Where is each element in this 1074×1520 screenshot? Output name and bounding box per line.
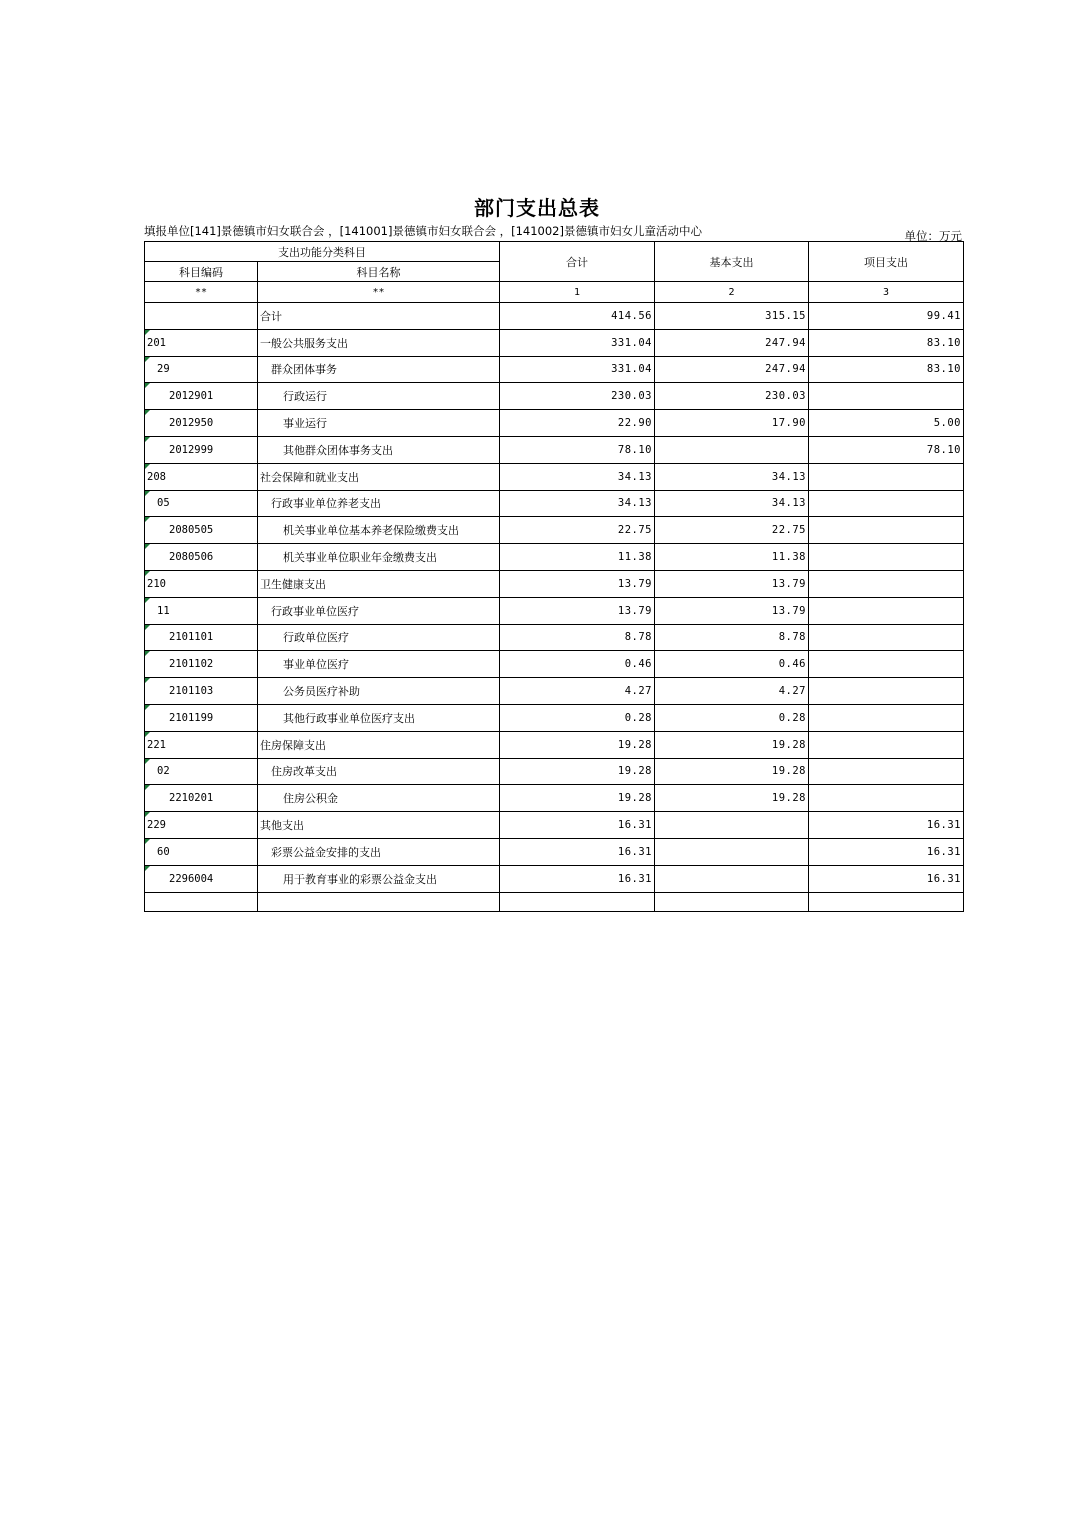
row-total-cell: 8.78 — [500, 624, 655, 651]
index-cell: 2 — [655, 282, 809, 303]
row-basic-cell — [655, 865, 809, 892]
empty-cell — [655, 892, 809, 911]
table-row — [145, 812, 964, 839]
row-project-cell: 16.31 — [809, 865, 964, 892]
row-name-cell: 住房保障支出 — [258, 731, 500, 758]
header-code: 科目编码 — [145, 262, 258, 282]
row-code-cell: 2210201 — [145, 785, 258, 812]
row-basic-cell: 0.28 — [655, 704, 809, 731]
table-row — [145, 356, 964, 383]
empty-cell — [258, 892, 500, 911]
row-project-cell: 83.10 — [809, 329, 964, 356]
row-name-cell: 机关事业单位基本养老保险缴费支出 — [258, 517, 500, 544]
row-total-cell: 16.31 — [500, 865, 655, 892]
row-basic-cell: 247.94 — [655, 356, 809, 383]
row-project-cell: 16.31 — [809, 838, 964, 865]
row-total-cell: 0.46 — [500, 651, 655, 678]
row-code-cell: 229 — [145, 812, 258, 839]
row-project-cell — [809, 490, 964, 517]
row-basic-cell: 315.15 — [655, 303, 809, 330]
row-project-cell — [809, 463, 964, 490]
header-name: 科目名称 — [258, 262, 500, 282]
row-name-cell: 其他支出 — [258, 812, 500, 839]
table-row — [145, 329, 964, 356]
index-cell: 1 — [500, 282, 655, 303]
row-code-cell: 11 — [145, 597, 258, 624]
empty-cell — [809, 892, 964, 911]
row-name-cell: 事业单位医疗 — [258, 651, 500, 678]
row-project-cell — [809, 758, 964, 785]
row-total-cell: 331.04 — [500, 329, 655, 356]
table-row — [145, 785, 964, 812]
row-name-cell: 行政运行 — [258, 383, 500, 410]
table-row — [145, 463, 964, 490]
row-basic-cell: 4.27 — [655, 678, 809, 705]
row-code-cell: 2080506 — [145, 544, 258, 571]
row-basic-cell — [655, 838, 809, 865]
table-row — [145, 544, 964, 571]
row-basic-cell: 8.78 — [655, 624, 809, 651]
row-name-cell: 彩票公益金安排的支出 — [258, 838, 500, 865]
row-name-cell: 一般公共服务支出 — [258, 329, 500, 356]
row-basic-cell: 230.03 — [655, 383, 809, 410]
row-total-cell: 11.38 — [500, 544, 655, 571]
row-basic-cell: 34.13 — [655, 490, 809, 517]
row-code-cell: 210 — [145, 570, 258, 597]
row-project-cell: 99.41 — [809, 303, 964, 330]
row-total-cell: 414.56 — [500, 303, 655, 330]
row-total-cell: 34.13 — [500, 490, 655, 517]
row-total-cell: 19.28 — [500, 731, 655, 758]
header-function-category: 支出功能分类科目 — [145, 242, 500, 262]
row-basic-cell — [655, 436, 809, 463]
row-code-cell: 2012901 — [145, 383, 258, 410]
row-name-cell: 公务员医疗补助 — [258, 678, 500, 705]
row-basic-cell: 0.46 — [655, 651, 809, 678]
row-code-cell: 2012999 — [145, 436, 258, 463]
row-project-cell — [809, 544, 964, 571]
table-row — [145, 678, 964, 705]
row-name-cell: 其他行政事业单位医疗支出 — [258, 704, 500, 731]
empty-cell — [500, 892, 655, 911]
table-row — [145, 303, 964, 330]
row-name-cell: 机关事业单位职业年金缴费支出 — [258, 544, 500, 571]
row-project-cell — [809, 704, 964, 731]
row-code-cell: 2101102 — [145, 651, 258, 678]
expenditure-table — [144, 241, 964, 912]
table-row — [145, 731, 964, 758]
row-project-cell — [809, 785, 964, 812]
table-row — [145, 383, 964, 410]
table-row — [145, 410, 964, 437]
row-basic-cell: 13.79 — [655, 597, 809, 624]
row-project-cell: 83.10 — [809, 356, 964, 383]
row-project-cell — [809, 651, 964, 678]
row-name-cell: 住房公积金 — [258, 785, 500, 812]
row-total-cell: 230.03 — [500, 383, 655, 410]
row-code-cell: 29 — [145, 356, 258, 383]
table-row — [145, 758, 964, 785]
row-total-cell: 22.90 — [500, 410, 655, 437]
row-code-cell: 208 — [145, 463, 258, 490]
row-code-cell: 201 — [145, 329, 258, 356]
row-name-cell: 住房改革支出 — [258, 758, 500, 785]
row-basic-cell: 34.13 — [655, 463, 809, 490]
row-code-cell: 02 — [145, 758, 258, 785]
row-total-cell: 16.31 — [500, 838, 655, 865]
header-basic: 基本支出 — [655, 242, 809, 282]
row-name-cell: 行政事业单位医疗 — [258, 597, 500, 624]
row-total-cell: 331.04 — [500, 356, 655, 383]
header-project: 项目支出 — [809, 242, 964, 282]
table-row — [145, 865, 964, 892]
row-name-cell: 卫生健康支出 — [258, 570, 500, 597]
row-code-cell: 2012950 — [145, 410, 258, 437]
row-code-cell: 2101101 — [145, 624, 258, 651]
table-row — [145, 704, 964, 731]
index-cell: 3 — [809, 282, 964, 303]
table-row — [145, 517, 964, 544]
row-basic-cell: 247.94 — [655, 329, 809, 356]
row-code-cell: 60 — [145, 838, 258, 865]
row-total-cell: 78.10 — [500, 436, 655, 463]
row-name-cell: 合计 — [258, 303, 500, 330]
row-project-cell — [809, 570, 964, 597]
row-total-cell: 22.75 — [500, 517, 655, 544]
header-total: 合计 — [500, 242, 655, 282]
index-cell: ** — [145, 282, 258, 303]
row-basic-cell: 19.28 — [655, 758, 809, 785]
header-row-group — [145, 242, 964, 262]
row-code-cell: 2101103 — [145, 678, 258, 705]
row-project-cell — [809, 597, 964, 624]
row-project-cell: 16.31 — [809, 812, 964, 839]
row-project-cell — [809, 678, 964, 705]
filler-unit-line: 填报单位[141]景德镇市妇女联合会 ，[141001]景德镇市妇女联合会 ，[141002]景德镇市妇女儿童活动中心 — [144, 224, 702, 238]
row-project-cell — [809, 383, 964, 410]
row-code-cell: 2296004 — [145, 865, 258, 892]
row-project-cell — [809, 731, 964, 758]
empty-row — [145, 892, 964, 911]
row-total-cell: 16.31 — [500, 812, 655, 839]
row-total-cell: 4.27 — [500, 678, 655, 705]
table-row — [145, 624, 964, 651]
row-project-cell: 78.10 — [809, 436, 964, 463]
row-basic-cell: 22.75 — [655, 517, 809, 544]
table-row — [145, 651, 964, 678]
table-row — [145, 597, 964, 624]
empty-cell — [145, 892, 258, 911]
row-basic-cell: 19.28 — [655, 731, 809, 758]
row-name-cell: 事业运行 — [258, 410, 500, 437]
row-code-cell — [145, 303, 258, 330]
table-row — [145, 436, 964, 463]
row-total-cell: 0.28 — [500, 704, 655, 731]
row-project-cell — [809, 517, 964, 544]
row-total-cell: 34.13 — [500, 463, 655, 490]
row-project-cell — [809, 624, 964, 651]
row-basic-cell: 13.79 — [655, 570, 809, 597]
row-code-cell: 05 — [145, 490, 258, 517]
row-code-cell: 2101199 — [145, 704, 258, 731]
row-code-cell: 221 — [145, 731, 258, 758]
row-total-cell: 19.28 — [500, 758, 655, 785]
row-name-cell: 行政事业单位养老支出 — [258, 490, 500, 517]
row-basic-cell: 19.28 — [655, 785, 809, 812]
page-title: 部门支出总表 — [474, 196, 600, 220]
row-name-cell: 行政单位医疗 — [258, 624, 500, 651]
unit-label: 单位：万元 — [904, 229, 962, 243]
row-total-cell: 13.79 — [500, 597, 655, 624]
row-code-cell: 2080505 — [145, 517, 258, 544]
row-total-cell: 19.28 — [500, 785, 655, 812]
table-row — [145, 490, 964, 517]
row-name-cell: 用于教育事业的彩票公益金支出 — [258, 865, 500, 892]
index-cell: ** — [258, 282, 500, 303]
row-basic-cell: 17.90 — [655, 410, 809, 437]
row-name-cell: 社会保障和就业支出 — [258, 463, 500, 490]
row-name-cell: 群众团体事务 — [258, 356, 500, 383]
row-basic-cell: 11.38 — [655, 544, 809, 571]
row-basic-cell — [655, 812, 809, 839]
table-row — [145, 838, 964, 865]
index-row — [145, 282, 964, 303]
row-project-cell: 5.00 — [809, 410, 964, 437]
row-name-cell: 其他群众团体事务支出 — [258, 436, 500, 463]
table-row — [145, 570, 964, 597]
row-total-cell: 13.79 — [500, 570, 655, 597]
